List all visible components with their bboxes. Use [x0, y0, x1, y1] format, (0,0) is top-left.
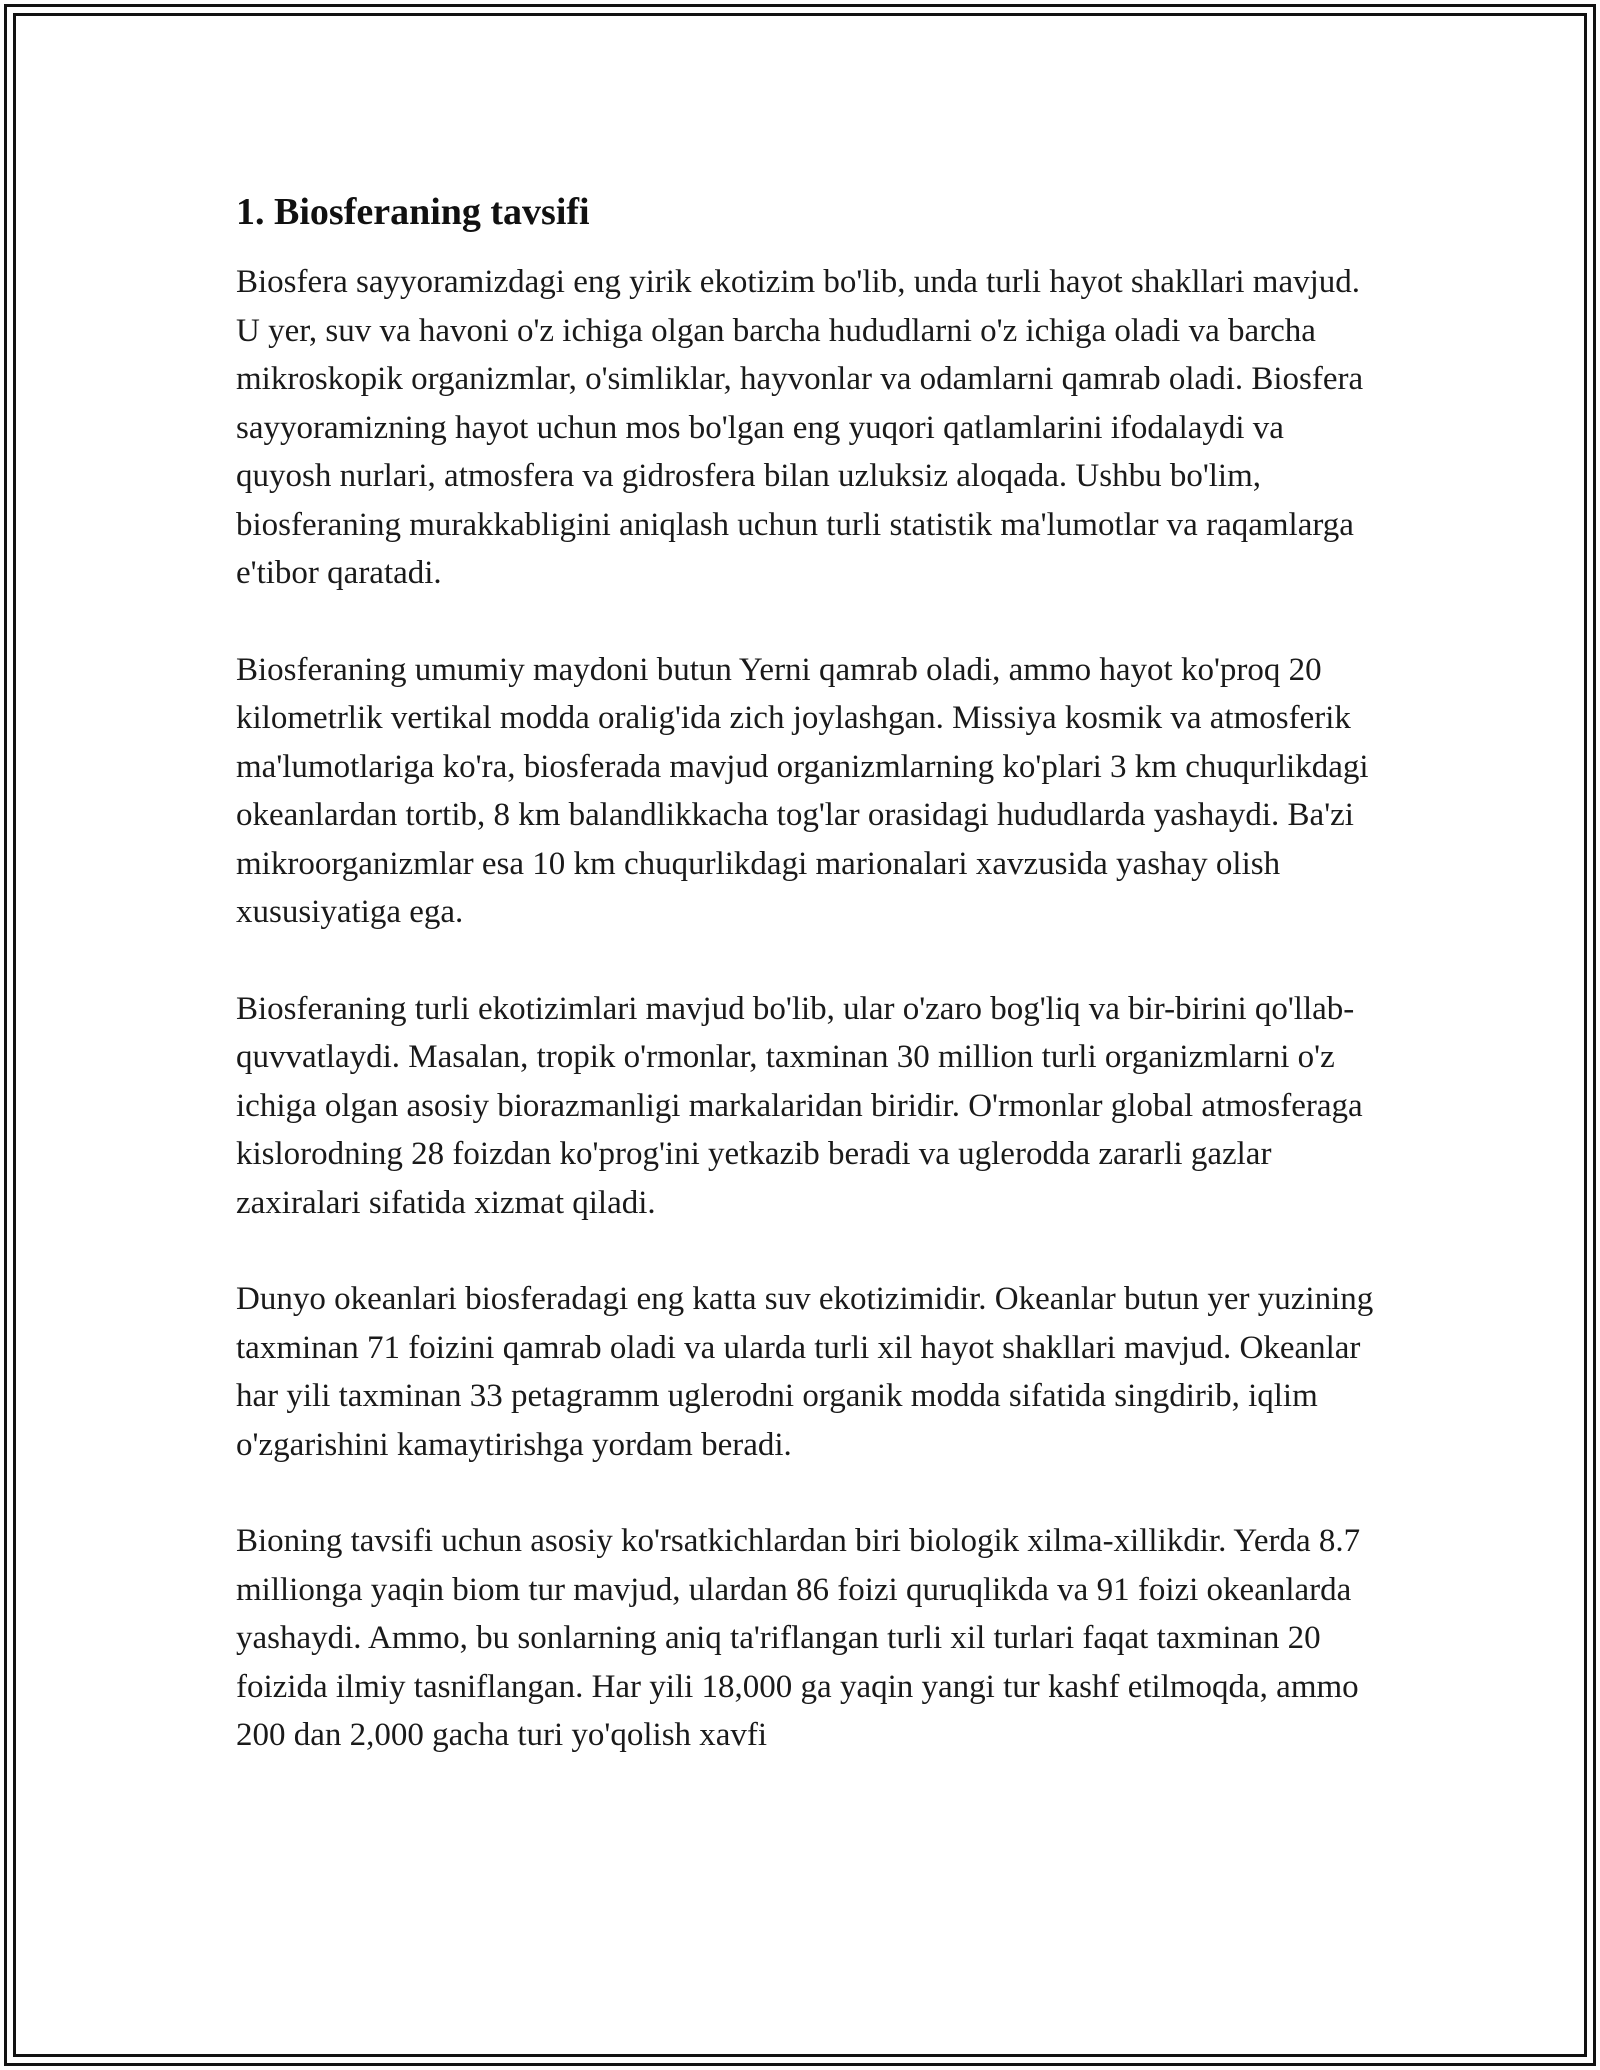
paragraph-3: Biosferaning turli ekotizimlari mavjud bo'lib, ular o'zaro bog'liq va bir-birini qo'llab-quvvatlaydi. Masalan, tropik o'rmonlar, taxminan 30 million turli organizmlarni o'z ichiga olgan asosiy biorazmanligi markalaridan biridir. O'rmonlar global atmosferaga kislorodning 28 foizdan ko'prog'ini yetkazib beradi va uglerodda zararli gazlar zaxiralari sifatida xizmat qiladi.	[236, 990, 1363, 1221]
document-body	[236, 186, 1376, 1808]
paragraph-5: Bioning tavsifi uchun asosiy ko'rsatkichlardan biri biologik xilma-xillikdir. Yerda 8.7 millionga yaqin biom tur mavjud, ulardan 86 foizi quruqlikda va 91 foizi okeanlarda yashaydi. Ammo, bu sonlarning aniq ta'riflangan turli xil turlari faqat taxminan 20 foizida ilmiy tasniflangan. Har yili 18,000 ga yaqin yangi tur kashf etilmoqda, ammo 200 dan 2,000 gacha turi yo'qolish xavfi	[236, 1523, 1361, 1753]
paragraph-2: Biosferaning umumiy maydoni butun Yerni qamrab oladi, ammo hayot ko'proq 20 kilometrlik vertikal modda oralig'ida zich joylashgan. Missiya kosmik va atmosferik ma'lumotlariga ko'ra, biosferada mavjud organizmlarning ko'plari 3 km chuqurlikdagi okeanlardan tortib, 8 km balandlikkacha tog'lar orasidagi hududlarda yashaydi. Ba'zi mikroorganizmlar esa 10 km chuqurlikdagi marionalari xavzusida yashay olish xususiyatiga ega.	[236, 651, 1369, 930]
paragraph-1: Biosfera sayyoramizdagi eng yirik ekotizim bo'lib, unda turli hayot shakllari mavjud. U yer, suv va havoni o'z ichiga olgan barcha hududlarni o'z ichiga oladi va barcha mikroskopik organizmlar, o'simliklar, hayvonlar va odamlarni qamrab oladi. Biosfera sayyoramizning hayot uchun mos bo'lgan eng yuqori qatlamlarini ifodalaydi va quyosh nurlari, atmosfera va gidrosfera bilan uzluksiz aloqada. Ushbu bo'lim, biosferaning murakkabligini aniqlash uchun turli statistik ma'lumotlar va raqamlarga e'tibor qaratadi.	[236, 264, 1364, 591]
paragraph-4: Dunyo okeanlari biosferadagi eng katta suv ekotizimidir. Okeanlar butun yer yuzining taxminan 71 foizini qamrab oladi va ularda turli xil hayot shakllari mavjud. Okeanlar har yili taxminan 33 petagramm uglerodni organik modda sifatida singdirib, iqlim o'zgarishini kamaytirishga yordam beradi.	[236, 1281, 1374, 1463]
section-heading: 1. Biosferaning tavsifi	[236, 191, 590, 233]
